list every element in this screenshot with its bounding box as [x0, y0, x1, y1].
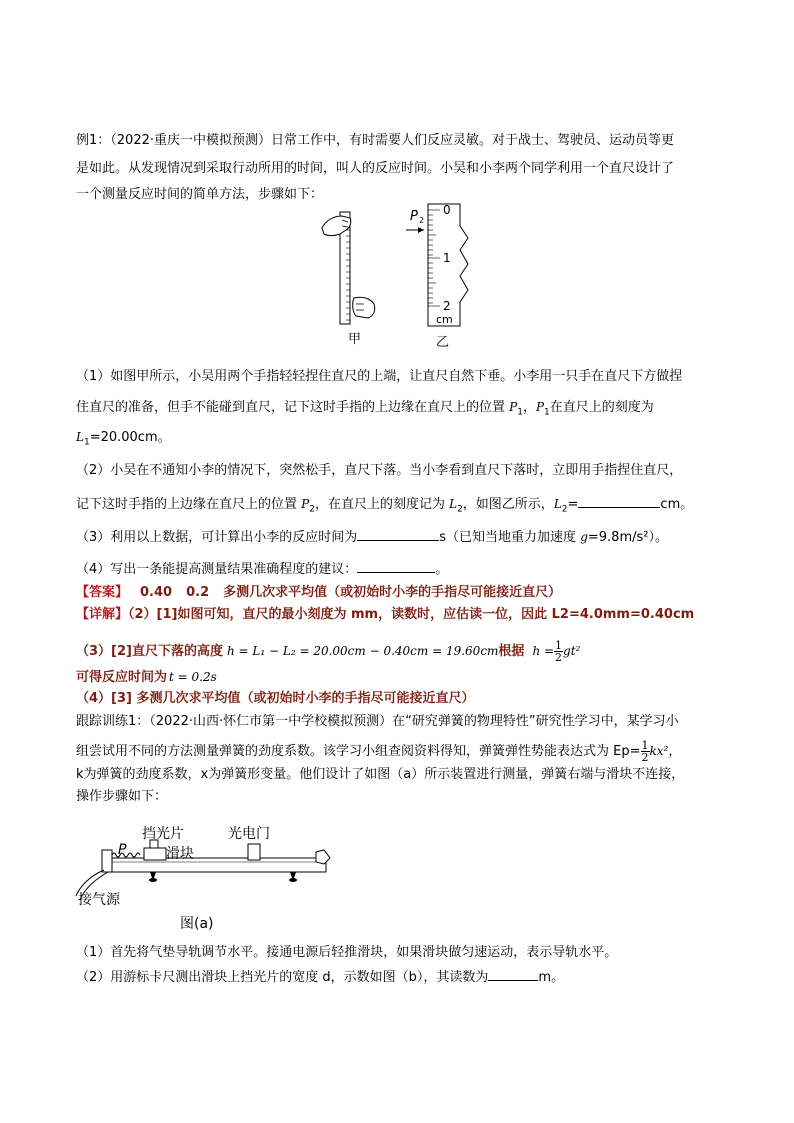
detail-text: （2）[1]如图可知，直尺的最小刻度为 mm，读数时，应估读一位，因此 L2=4.0mm=0.40cm — [128, 607, 695, 622]
tick-0: 0 — [443, 203, 451, 217]
answer-tag: 【答案】 — [76, 585, 129, 600]
figure-caption: 图(a) — [180, 916, 214, 932]
q1-p1: P — [509, 400, 518, 414]
q2-l2: L — [449, 497, 458, 511]
unit-cm: cm — [436, 313, 453, 326]
q2-eq: = — [567, 497, 579, 512]
detail4-line: （4）[3] 多测几次求平均值（或初始时小李的手指尽可能接近直尺） — [76, 691, 475, 706]
q1-p1-b: P — [535, 400, 545, 414]
label-yi: 乙 — [436, 335, 450, 350]
tick-1: 1 — [443, 251, 451, 265]
q3-g: g — [580, 530, 588, 544]
detail3-genju: 根据 — [498, 644, 525, 659]
q3-text2: s（已知当地重力加速度 — [439, 530, 581, 545]
figure-ruler — [318, 198, 493, 353]
q2-unit: cm。 — [660, 497, 694, 512]
label-p2-sub: 2 — [419, 216, 425, 225]
follow-line2-text: 组尝试用不同的方法测量弹簧的劲度系数。该学习小组查阅资料得知，弹簧弹性势能表达式为 Ep= — [76, 744, 641, 759]
q4-line — [76, 558, 718, 579]
answer-v2: 0.2 — [186, 585, 210, 600]
q2-l2b: L — [553, 497, 562, 511]
q4-answer-blank[interactable] — [357, 558, 435, 573]
q1-text: 住直尺的准备，但手不能碰到直尺，记下这时手指的上边缘在直尺上的位置 — [76, 400, 510, 415]
detail-tag: 【详解】 — [76, 607, 129, 622]
label-huakuai: 滑块 — [166, 846, 194, 862]
q1-l1-sub: 1 — [83, 437, 90, 448]
follow-half: $\frac{1}{2}$ — [641, 739, 649, 764]
step2-text: （2）用游标卡尺测出滑块上挡光片的宽度 d，示数如图（b），其读数为 — [76, 970, 489, 985]
follow-kx2: kx² — [649, 744, 669, 758]
q3-answer-blank[interactable] — [357, 526, 439, 541]
q3-line — [76, 526, 718, 547]
detail3-half: $\frac{1}{2}$ — [555, 639, 563, 664]
figure-jia — [322, 212, 375, 347]
detail-line — [76, 606, 718, 624]
q2-line1: （2）小吴在不通知小李的情况下，突然松手，直尺下落。当小李看到直尺下落时，立即用手指捏住直尺， — [76, 463, 683, 478]
step2-answer-blank[interactable] — [488, 966, 538, 981]
step2-line — [76, 966, 718, 987]
detail3-text: （3）[2]直尺下落的高度 — [76, 644, 223, 659]
follow-line2 — [76, 740, 718, 763]
answer-line — [76, 584, 718, 602]
step2-unit: m。 — [538, 970, 565, 985]
answer-text: 多测几次求平均值（或初始时小李的手指尽可能接近直尺） — [223, 585, 562, 600]
q4-text2: 。 — [435, 562, 449, 577]
figure-air-track — [72, 820, 342, 935]
label-dangguangpian: 挡光片 — [142, 826, 184, 842]
q2-l2-sub: 2 — [457, 504, 463, 515]
q2-line2 — [76, 493, 718, 519]
detail3-gt2: gt² — [563, 644, 581, 658]
label-jia: 甲 — [348, 332, 362, 347]
follow-comma: ， — [668, 744, 682, 759]
q4-text1: （4）写出一条能提高测量结果准确程度的建议： — [76, 562, 358, 577]
follow-line1: 跟踪训练1：（2022·山西·怀仁市第一中学校模拟预测）在“研究弹簧的物理特性”研究性学习中，某学习小 — [76, 714, 679, 729]
example1-line3: 一个测量反应时间的简单方法，步骤如下： — [76, 187, 324, 202]
q1-p1-b-sub: 1 — [544, 407, 550, 418]
detail3b-line — [76, 668, 718, 687]
detail3-line — [76, 640, 718, 663]
q1-text2: 在直尺上的刻度为 — [549, 400, 654, 415]
q2-text1: 记下这时手指的上边缘在直尺上的位置 — [76, 497, 302, 512]
q3-text3: =9.8m/s²）。 — [587, 530, 668, 545]
answer-v1: 0.40 — [140, 585, 173, 600]
label-p2: P — [410, 209, 418, 224]
q2-p2-sub: 2 — [309, 504, 315, 515]
q2-text2: ，在直尺上的刻度记为 — [314, 497, 450, 512]
label-guangdianmen: 光电门 — [228, 826, 270, 842]
detail3b-text: 可得反应时间为 — [76, 670, 168, 685]
q2-p2: P — [301, 497, 310, 511]
q1-l1-value: =20.00cm。 — [89, 430, 171, 445]
q1-line3 — [76, 428, 718, 452]
detail3-h-eq: h = — [532, 644, 555, 658]
step1-line: （1）首先将气垫导轨调节水平。接通电源后轻推滑块，如果滑块做匀速运动，表示导轨水平。 — [76, 945, 618, 960]
example1-line2: 是如此。从发现情况到采取行动所用的时间，叫人的反应时间。小吴和小李两个同学利用一个直尺设计了 — [76, 161, 675, 176]
follow-line4: 操作步骤如下： — [76, 789, 168, 804]
q2-answer-blank[interactable] — [578, 493, 660, 508]
q1-line1: （1）如图甲所示，小吴用两个手指轻轻捏住直尺的上端，让直尺自然下垂。小李用一只手在直尺下方做捏 — [76, 369, 683, 384]
label-jieqiyuan: 接气源 — [78, 892, 120, 908]
q1-l1: L — [76, 430, 84, 444]
follow-line3: k为弹簧的劲度系数，x为弹簧形变量。他们设计了如图（a）所示装置进行测量，弹簧右端与滑块不连接， — [76, 767, 685, 782]
tick-2: 2 — [443, 299, 451, 313]
q2-l2b-sub: 2 — [561, 504, 568, 515]
example1-line1: 例1：（2022·重庆一中模拟预测）日常工作中，有时需要人们反应灵敏。对于战士、驾驶员、运动员等更 — [76, 133, 674, 148]
q2-text3: ，如图乙所示， — [462, 497, 554, 512]
label-p: P — [118, 842, 127, 858]
detail3-formula: h = L₁ − L₂ = 20.00cm − 0.40cm = 19.60cm — [226, 644, 499, 658]
detail3b-formula: t = 0.2s — [169, 670, 217, 684]
figure-yi — [406, 203, 468, 350]
q3-text1: （3）利用以上数据，可计算出小李的反应时间为 — [76, 530, 358, 545]
q1-p1-sub: 1 — [517, 407, 523, 418]
q1-line2 — [76, 398, 718, 422]
q1-comma: ， — [522, 400, 536, 415]
